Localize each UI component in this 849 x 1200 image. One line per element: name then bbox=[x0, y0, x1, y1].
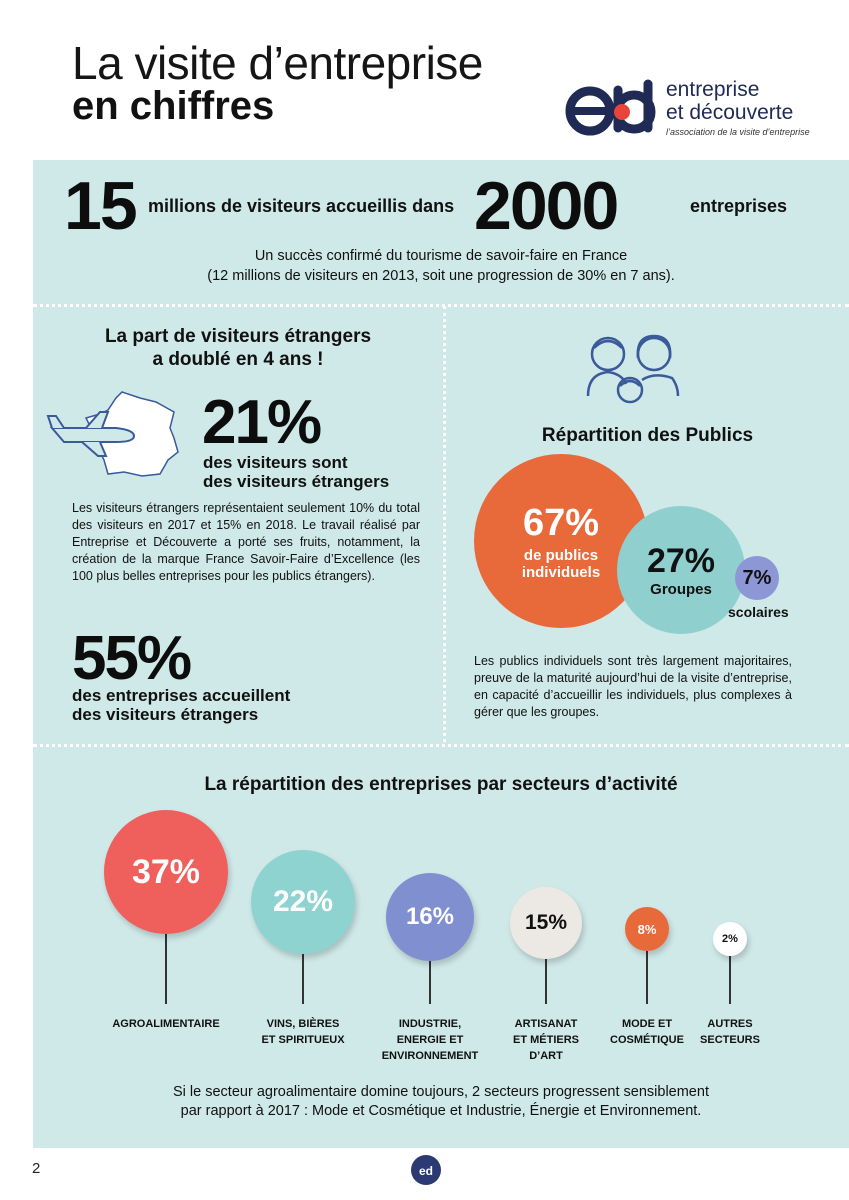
foreign-heading-line1: La part de visiteurs étrangers bbox=[104, 326, 372, 347]
sector-label: VINS, BIÈRES ET SPIRITUEUX bbox=[261, 1018, 345, 1046]
stat-21-line2: des visiteurs étrangers bbox=[203, 472, 390, 491]
sectors-heading: La répartition des entreprises par secteurs d’activité bbox=[204, 774, 678, 795]
family-icon bbox=[580, 328, 684, 414]
stat-55-value: 55% bbox=[72, 624, 191, 693]
logo-tagline: l’association de la visite d’entreprise bbox=[666, 127, 810, 137]
sector-value: 2% bbox=[722, 933, 738, 945]
foreign-paragraph: Les visiteurs étrangers représentaient seulement 10% du total des visiteurs en 2017 et 15% en 2018. Le travail réalisé par Entreprise et Découverte a porté ses fruits, notamment, la création de la marque France Savoir-Faire d’Excellence (les 100 plus belles entreprises pour les publics étrangers). bbox=[72, 501, 420, 583]
visitors-text: millions de visiteurs accueillis dans bbox=[148, 196, 455, 216]
sectors-footnote-line1: Si le secteur agroalimentaire domine toujours, 2 secteurs progressent sensiblement bbox=[173, 1084, 709, 1100]
sector-label: ARTISANAT ET MÉTIERS D’ART bbox=[512, 1018, 579, 1062]
sector-connector-line bbox=[302, 954, 304, 1004]
divider-top bbox=[33, 304, 849, 307]
footer-logo-mark: ed bbox=[418, 1164, 434, 1178]
sector-value: 37% bbox=[131, 852, 201, 891]
subtitle-line2: (12 millions de visiteurs en 2013, soit une progression de 30% en 7 ans). bbox=[207, 268, 675, 284]
page-title-line2: en chiffres bbox=[72, 84, 275, 128]
sector-bubble bbox=[510, 887, 582, 959]
publics-individuels-value: 67% bbox=[522, 501, 600, 544]
sector-value: 22% bbox=[272, 885, 334, 918]
sector-value: 15% bbox=[524, 911, 568, 934]
sector-label: AUTRES SECTEURS bbox=[700, 1018, 760, 1046]
sectors-footnote-line2: par rapport à 2017 : Mode et Cosmétique et Industrie, Énergie et Environnement. bbox=[180, 1103, 702, 1119]
sector-value: 16% bbox=[405, 903, 455, 930]
stat-21-value: 21% bbox=[202, 388, 321, 457]
publics-groupes-label: Groupes bbox=[650, 581, 712, 598]
publics-scolaires-circle bbox=[735, 556, 779, 600]
page-title-line1: La visite d’entreprise bbox=[72, 37, 483, 89]
plane-icon bbox=[46, 406, 138, 458]
publics-individuels-circle bbox=[474, 454, 648, 628]
publics-scolaires-value: 7% bbox=[742, 566, 772, 589]
sector-label: MODE ET COSMÉTIQUE bbox=[610, 1018, 684, 1046]
publics-scolaires-label: scolaires bbox=[728, 604, 789, 620]
publics-groupes-circle bbox=[617, 506, 745, 634]
publics-individuels-label2: individuels bbox=[521, 563, 601, 581]
companies-number: 2000 bbox=[474, 168, 618, 244]
stat-21-line1: des visiteurs sont bbox=[203, 453, 348, 472]
publics-heading: Répartition des Publics bbox=[541, 425, 754, 446]
ed-logo-icon bbox=[560, 78, 660, 138]
sector-bubble bbox=[386, 873, 474, 961]
sector-connector-line bbox=[165, 934, 167, 1004]
sector-connector-line bbox=[429, 961, 431, 1004]
logo-name-line1: entreprise bbox=[666, 78, 760, 101]
visitors-number: 15 bbox=[64, 168, 136, 244]
sector-connector-line bbox=[646, 951, 648, 1004]
publics-individuels-label1: de publics bbox=[523, 546, 599, 564]
sector-connector-line bbox=[545, 959, 547, 1004]
sector-bubble bbox=[713, 922, 747, 956]
page-number: 2 bbox=[32, 1160, 41, 1177]
publics-groupes-value: 27% bbox=[646, 542, 716, 580]
sector-bubble bbox=[104, 810, 228, 934]
divider-bottom bbox=[33, 744, 849, 747]
divider-vertical bbox=[443, 306, 446, 742]
foreign-heading-line2: a doublé en 4 ans ! bbox=[152, 349, 324, 370]
sector-label: INDUSTRIE, ENERGIE ET ENVIRONNEMENT bbox=[381, 1018, 479, 1062]
sector-bubble bbox=[625, 907, 669, 951]
sector-value: 8% bbox=[637, 921, 657, 937]
companies-text: entreprises bbox=[690, 196, 788, 216]
logo-name-line2: et découverte bbox=[666, 101, 794, 124]
sector-connector-line bbox=[729, 956, 731, 1004]
stat-55-line2: des visiteurs étrangers bbox=[72, 705, 259, 724]
stat-55-line1: des entreprises accueillent bbox=[72, 686, 291, 705]
subtitle-line1: Un succès confirmé du tourisme de savoir-faire en France bbox=[254, 248, 628, 264]
publics-paragraph: Les publics individuels sont très largement majoritaires, preuve de la maturité aujourd’hui de la visite d’entreprise, en capacité d’accueillir les individuels, plus complexes à gérer que les groupes. bbox=[474, 654, 792, 719]
sector-bubble bbox=[251, 850, 355, 954]
footer-logo-icon bbox=[411, 1155, 441, 1185]
sector-label: AGROALIMENTAIRE bbox=[112, 1018, 220, 1030]
